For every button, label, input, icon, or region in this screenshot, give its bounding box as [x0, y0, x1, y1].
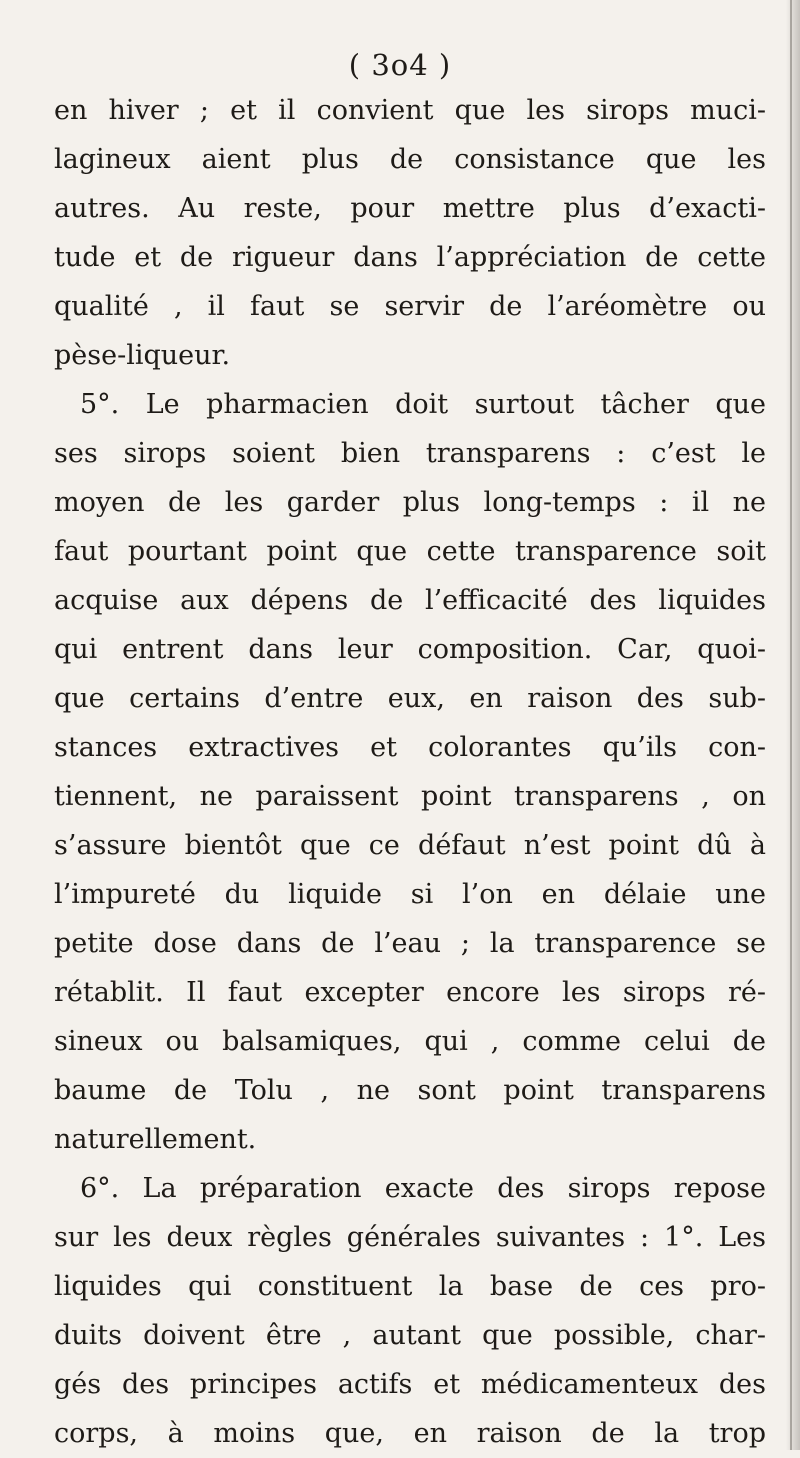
text-line: stances extractives et colorantes qu’ils con- — [54, 732, 766, 763]
text-line: sineux ou balsamiques, qui , comme celui de — [54, 1026, 766, 1057]
text-line: naturellement. — [54, 1124, 257, 1155]
text-line: acquise aux dépens de l’efficacité des liquides — [54, 585, 766, 616]
text-line: pèse-liqueur. — [54, 340, 231, 371]
page-number-header: ( 3o4 ) — [348, 48, 452, 82]
text-line: liquides qui constituent la base de ces pro- — [54, 1271, 766, 1302]
text-line: duits doivent être , autant que possible, char- — [54, 1320, 766, 1351]
text-line: faut pourtant point que cette transparence soit — [54, 536, 766, 567]
text-line: s’assure bientôt que ce défaut n’est point dû à — [54, 830, 766, 861]
text-line: ses sirops soient bien transparens : c’est le — [54, 438, 766, 469]
body-text — [54, 86, 766, 1458]
text-line: tiennent, ne paraissent point transparens , on — [54, 781, 766, 812]
text-line: corps, à moins que, en raison de la trop — [54, 1418, 766, 1449]
text-line: moyen de les garder plus long-temps : il ne — [54, 487, 766, 518]
text-line: 5°. Le pharmacien doit surtout tâcher que — [80, 389, 766, 420]
text-line: baume de Tolu , ne sont point transparens — [54, 1075, 766, 1106]
text-line: rétablit. Il faut excepter encore les sirops ré- — [54, 977, 766, 1008]
page-edge-shadow — [786, 0, 800, 1450]
text-line: autres. Au reste, pour mettre plus d’exacti- — [54, 193, 766, 224]
text-line: l’impureté du liquide si l’on en délaie une — [54, 879, 766, 910]
text-line: petite dose dans de l’eau ; la transparence se — [54, 928, 766, 959]
text-line: 6°. La préparation exacte des sirops repose — [80, 1173, 766, 1204]
text-line: qui entrent dans leur composition. Car, quoi- — [54, 634, 766, 665]
text-line: gés des principes actifs et médicamenteux des — [54, 1369, 766, 1400]
text-line: en hiver ; et il convient que les sirops muci- — [54, 95, 766, 126]
text-line: sur les deux règles générales suivantes : 1°. Les — [54, 1222, 766, 1253]
text-line: qualité , il faut se servir de l’aréomètre ou — [54, 291, 766, 322]
text-line: que certains d’entre eux, en raison des sub- — [54, 683, 766, 714]
text-line: tude et de rigueur dans l’appréciation de cette — [54, 242, 766, 273]
text-line: lagineux aient plus de consistance que les — [54, 144, 766, 175]
